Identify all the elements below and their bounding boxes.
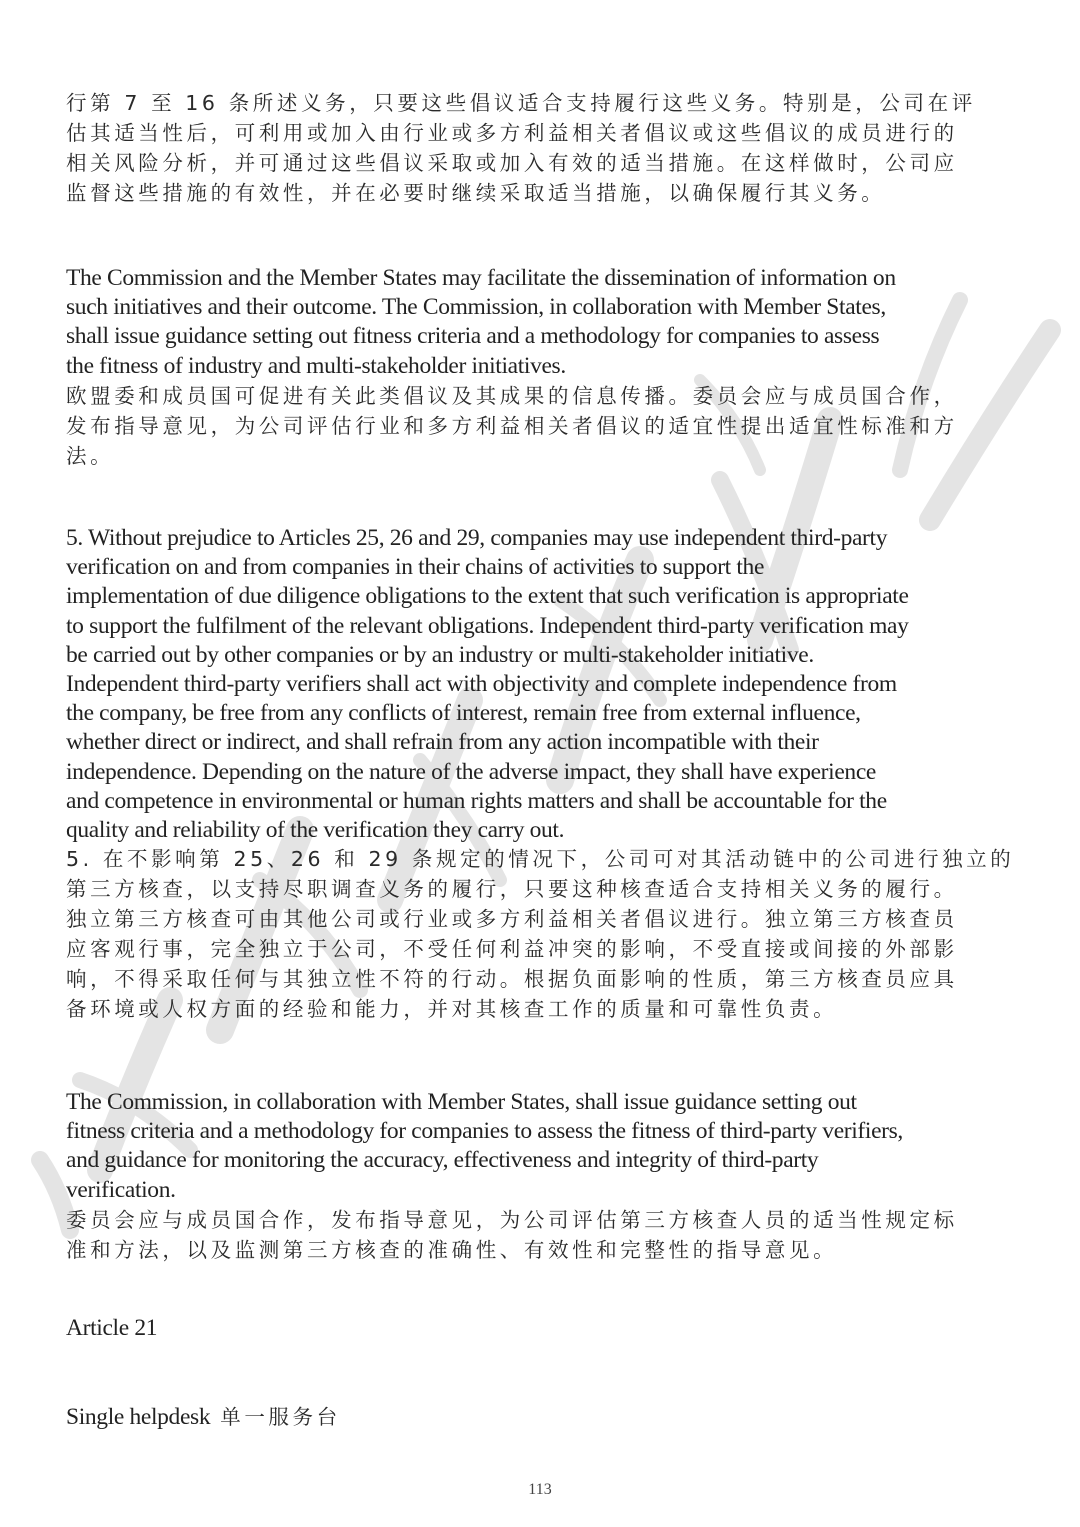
text-line: 欧盟委和成员国可促进有关此类倡议及其成果的信息传播。委员会应与成员国合作，	[66, 384, 958, 408]
text-line: 备环境或人权方面的经验和能力，并对其核查工作的质量和可靠性负责。	[66, 997, 838, 1021]
article-number: Article 21	[66, 1315, 158, 1341]
article-title-en: Single helpdesk	[66, 1404, 211, 1430]
text-line: shall issue guidance setting out fitness criteria and a methodology for companies to assess	[66, 323, 880, 350]
paragraph-zh-4	[66, 1205, 958, 1265]
text-line: 行第 7 至 16 条所述义务，只要这些倡议适合支持履行这些义务。特别是，公司在评	[66, 91, 976, 115]
text-line: 委员会应与成员国合作，发布指导意见，为公司评估第三方核查人员的适当性规定标	[66, 1208, 958, 1232]
text-line: 应客观行事，完全独立于公司，不受任何利益冲突的影响，不受直接或间接的外部影	[66, 937, 958, 961]
article-heading	[66, 1314, 157, 1343]
text-line: be carried out by other companies or by an industry or multi-stakeholder initiative.	[66, 641, 814, 668]
paragraph-en-4	[66, 1088, 903, 1205]
text-line: 独立第三方核查可由其他公司或行业或多方利益相关者倡议进行。独立第三方核查员	[66, 907, 958, 931]
text-line: fitness criteria and a methodology for companies to assess the fitness of third-party verifiers,	[66, 1118, 903, 1145]
text-line: verification.	[66, 1176, 176, 1203]
text-line: 法。	[66, 444, 115, 468]
text-line: The Commission, in collaboration with Member States, shall issue guidance setting out	[66, 1089, 857, 1115]
text-line: whether direct or indirect, and shall refrain from any action incompatible with their	[66, 729, 819, 756]
text-line: 发布指导意见，为公司评估行业和多方利益相关者倡议的适宜性提出适宜性标准和方	[66, 414, 958, 438]
page-number: 113	[528, 1481, 552, 1498]
text-line: and competence in environmental or human rights matters and shall be accountable for the	[66, 787, 887, 814]
paragraph-en-3	[66, 524, 909, 845]
text-line: 5. Without prejudice to Articles 25, 26 and 29, companies may use independent third-party	[66, 525, 888, 551]
text-line: quality and reliability of the verification they carry out.	[66, 817, 565, 844]
text-line: 准和方法，以及监测第三方核查的准确性、有效性和完整性的指导意见。	[66, 1238, 838, 1262]
text-line: 相关风险分析，并可通过这些倡议采取或加入有效的适当措施。在这样做时，公司应	[66, 151, 958, 175]
text-line: the company, be free from any conflicts of interest, remain free from external influence,	[66, 700, 861, 727]
text-line: such initiatives and their outcome. The Commission, in collaboration with Member States,	[66, 294, 886, 321]
article-title-zh: 单一服务台	[220, 1405, 341, 1429]
text-line: verification on and from companies in their chains of activities to support the	[66, 554, 765, 581]
text-line: independence. Depending on the nature of the adverse impact, they shall have experience	[66, 758, 876, 785]
text-line: 估其适当性后，可利用或加入由行业或多方利益相关者倡议或这些倡议的成员进行的	[66, 121, 958, 145]
text-line: 监督这些措施的有效性，并在必要时继续采取适当措施，以确保履行其义务。	[66, 181, 886, 205]
paragraph-zh-1	[66, 88, 976, 208]
text-line: 第三方核查，以支持尽职调查义务的履行，只要这种核查适合支持相关义务的履行。	[66, 877, 958, 901]
text-line: 响，不得采取任何与其独立性不符的行动。根据负面影响的性质，第三方核查员应具	[66, 967, 958, 991]
text-line: Independent third-party verifiers shall act with objectivity and complete independence from	[66, 671, 897, 698]
text-line: to support the fulfilment of the relevant obligations. Independent third-party verification may	[66, 612, 909, 639]
article-title	[66, 1402, 341, 1432]
paragraph-zh-3	[66, 844, 1014, 1024]
text-line: the fitness of industry and multi-stakeholder initiatives.	[66, 352, 566, 379]
paragraph-en-2	[66, 264, 896, 381]
text-line: implementation of due diligence obligations to the extent that such verification is appropriate	[66, 583, 909, 610]
text-line: The Commission and the Member States may facilitate the dissemination of information on	[66, 265, 896, 291]
paragraph-zh-2	[66, 381, 958, 471]
text-line: and guidance for monitoring the accuracy, effectiveness and integrity of third-party	[66, 1147, 819, 1174]
text-line: 5. 在不影响第 25、26 和 29 条规定的情况下，公司可对其活动链中的公司进行独立的	[66, 847, 1015, 871]
